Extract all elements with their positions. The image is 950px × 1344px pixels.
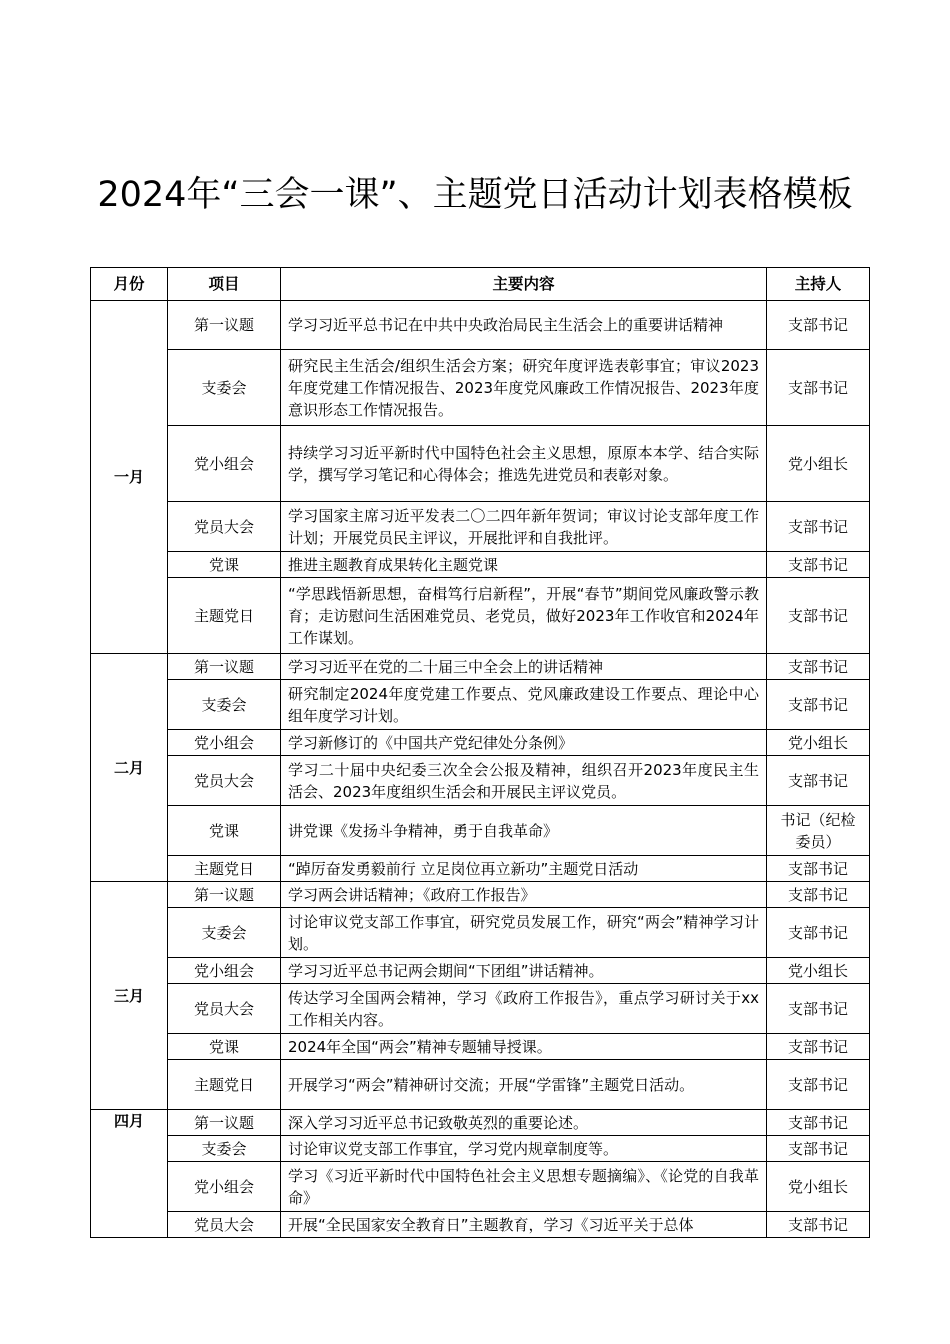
item-cell: 支委会	[168, 908, 281, 958]
table-row	[91, 882, 870, 908]
host-cell: 党小组长	[767, 958, 870, 984]
item-cell: 支委会	[168, 1136, 281, 1162]
table-header-row	[91, 268, 870, 301]
content-cell: 学习习近平在党的二十届三中全会上的讲话精神	[281, 654, 767, 680]
item-cell: 支委会	[168, 680, 281, 730]
content-cell: 学习国家主席习近平发表二〇二四年新年贺词；审议讨论支部年度工作计划；开展党员民主评议，开展批评和自我批评。	[281, 502, 767, 552]
item-cell: 党小组会	[168, 730, 281, 756]
table-row	[91, 426, 870, 502]
page-title: 2024年“三会一课”、主题党日活动计划表格模板	[97, 175, 853, 215]
item-cell: 党员大会	[168, 984, 281, 1034]
table-row	[91, 350, 870, 426]
header-month: 月份	[91, 268, 168, 301]
table-row	[91, 756, 870, 806]
content-cell: 推进主题教育成果转化主题党课	[281, 552, 767, 578]
item-cell: 主题党日	[168, 1060, 281, 1110]
content-cell: 学习习近平总书记两会期间“下团组”讲话精神。	[281, 958, 767, 984]
item-cell: 支委会	[168, 350, 281, 426]
header-item: 项目	[168, 268, 281, 301]
item-cell: 第一议题	[168, 882, 281, 908]
host-cell: 书记（纪检委员）	[767, 806, 870, 856]
content-cell: 研究制定2024年度党建工作要点、党风廉政建设工作要点、理论中心组年度学习计划。	[281, 680, 767, 730]
host-cell: 支部书记	[767, 1060, 870, 1110]
table-row	[91, 856, 870, 882]
content-cell: 2024年全国“两会”精神专题辅导授课。	[281, 1034, 767, 1060]
table-row	[91, 680, 870, 730]
content-cell: 开展“全民国家安全教育日”主题教育，学习《习近平关于总体	[281, 1212, 767, 1238]
activity-plan-table	[90, 267, 870, 1238]
host-cell: 党小组长	[767, 730, 870, 756]
host-cell: 支部书记	[767, 908, 870, 958]
host-cell: 支部书记	[767, 578, 870, 654]
table-row	[91, 730, 870, 756]
table-row	[91, 1110, 870, 1136]
content-cell: “学思践悟新思想，奋楫笃行启新程”，开展“春节”期间党风廉政警示教育；走访慰问生活困难党员、老党员，做好2023年工作收官和2024年工作谋划。	[281, 578, 767, 654]
content-cell: 学习新修订的《中国共产党纪律处分条例》	[281, 730, 767, 756]
host-cell: 支部书记	[767, 984, 870, 1034]
content-cell: 学习习近平总书记在中共中央政治局民主生活会上的重要讲话精神	[281, 301, 767, 350]
header-content: 主要内容	[281, 268, 767, 301]
item-cell: 党课	[168, 552, 281, 578]
table-row	[91, 1136, 870, 1162]
host-cell: 支部书记	[767, 756, 870, 806]
host-cell: 党小组长	[767, 426, 870, 502]
host-cell: 支部书记	[767, 301, 870, 350]
table-row	[91, 908, 870, 958]
table-row	[91, 984, 870, 1034]
table-row	[91, 806, 870, 856]
table-row	[91, 502, 870, 552]
content-cell: 学习《习近平新时代中国特色社会主义思想专题摘编》、《论党的自我革命》	[281, 1162, 767, 1212]
content-cell: 深入学习习近平总书记致敬英烈的重要论述。	[281, 1110, 767, 1136]
host-cell: 支部书记	[767, 502, 870, 552]
item-cell: 党小组会	[168, 1162, 281, 1212]
host-cell: 支部书记	[767, 1034, 870, 1060]
content-cell: 学习两会讲话精神；《政府工作报告》	[281, 882, 767, 908]
host-cell: 支部书记	[767, 1212, 870, 1238]
month-cell: 二月	[91, 654, 168, 882]
host-cell: 支部书记	[767, 856, 870, 882]
item-cell: 第一议题	[168, 1110, 281, 1136]
header-host: 主持人	[767, 268, 870, 301]
item-cell: 第一议题	[168, 301, 281, 350]
content-cell: “踔厉奋发勇毅前行 立足岗位再立新功”主题党日活动	[281, 856, 767, 882]
host-cell: 党小组长	[767, 1162, 870, 1212]
table-row	[91, 301, 870, 350]
host-cell: 支部书记	[767, 680, 870, 730]
host-cell: 支部书记	[767, 1136, 870, 1162]
item-cell: 党员大会	[168, 502, 281, 552]
content-cell: 讲党课《发扬斗争精神，勇于自我革命》	[281, 806, 767, 856]
table-row	[91, 1212, 870, 1238]
item-cell: 党员大会	[168, 756, 281, 806]
table-row	[91, 578, 870, 654]
content-cell: 讨论审议党支部工作事宜，研究党员发展工作，研究“两会”精神学习计划。	[281, 908, 767, 958]
item-cell: 党员大会	[168, 1212, 281, 1238]
host-cell: 支部书记	[767, 350, 870, 426]
table-row	[91, 552, 870, 578]
content-cell: 持续学习习近平新时代中国特色社会主义思想，原原本本学、结合实际学，撰写学习笔记和心得体会；推选先进党员和表彰对象。	[281, 426, 767, 502]
table-row	[91, 654, 870, 680]
table-row	[91, 1060, 870, 1110]
month-cell: 四月	[91, 1110, 168, 1238]
content-cell: 讨论审议党支部工作事宜，学习党内规章制度等。	[281, 1136, 767, 1162]
item-cell: 主题党日	[168, 856, 281, 882]
item-cell: 党课	[168, 806, 281, 856]
item-cell: 主题党日	[168, 578, 281, 654]
content-cell: 学习二十届中央纪委三次全会公报及精神，组织召开2023年度民主生活会、2023年度组织生活会和开展民主评议党员。	[281, 756, 767, 806]
host-cell: 支部书记	[767, 882, 870, 908]
table-row	[91, 1162, 870, 1212]
content-cell: 传达学习全国两会精神，学习《政府工作报告》，重点学习研讨关于xx工作相关内容。	[281, 984, 767, 1034]
host-cell: 支部书记	[767, 552, 870, 578]
host-cell: 支部书记	[767, 654, 870, 680]
month-cell: 一月	[91, 301, 168, 654]
item-cell: 党课	[168, 1034, 281, 1060]
content-cell: 开展学习“两会”精神研讨交流；开展“学雷锋”主题党日活动。	[281, 1060, 767, 1110]
item-cell: 党小组会	[168, 426, 281, 502]
table-row	[91, 958, 870, 984]
table-row	[91, 1034, 870, 1060]
content-cell: 研究民主生活会/组织生活会方案；研究年度评选表彰事宜；审议2023年度党建工作情况报告、2023年度党风廉政工作情况报告、2023年度意识形态工作情况报告。	[281, 350, 767, 426]
host-cell: 支部书记	[767, 1110, 870, 1136]
item-cell: 党小组会	[168, 958, 281, 984]
month-cell: 三月	[91, 882, 168, 1110]
item-cell: 第一议题	[168, 654, 281, 680]
